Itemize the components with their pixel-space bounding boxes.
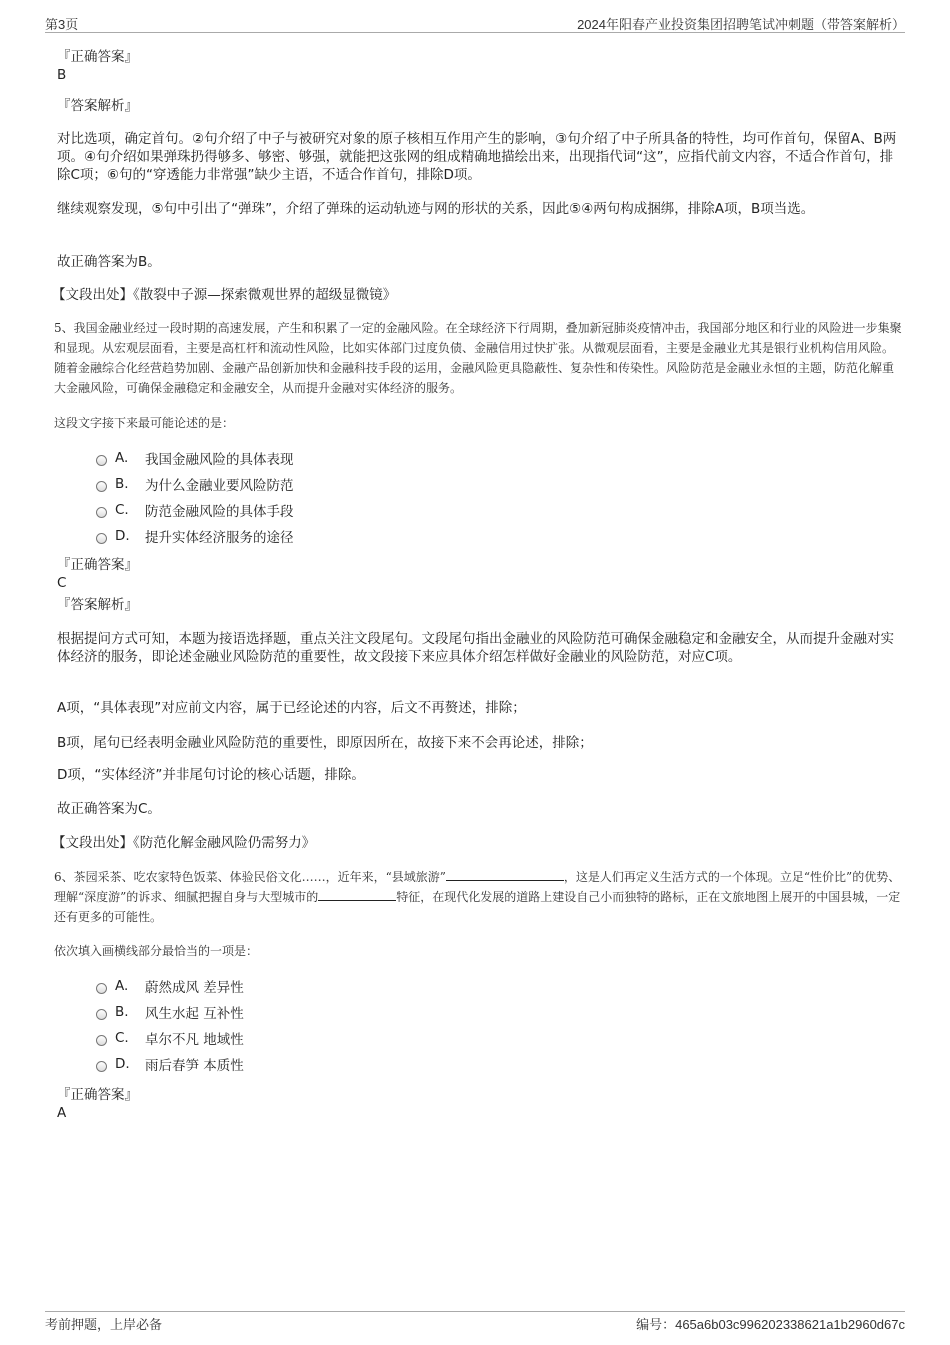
analysis-paragraph: 继续观察发现，⑤句中引出了“弹珠”，介绍了弹珠的运动轨迹与网的形状的关系，因此⑤④两句构成捆绑，排除A项，B项当选。: [57, 201, 815, 217]
question-stem: 5、我国金融业经过一段时期的高速发展，产生和积累了一定的金融风险。在全球经济下行周期，叠加新冠肺炎疫情冲击，我国部分地区和行业的风险进一步集聚和显现。从宏观层面看，主要是高杠杆和流动性风险，比如实体部门过度负债、金融信用过快扩张。从微观层面看，主要是金融业尤其是银行业机构信用风险。随着金融综合化经营趋势加剧、金融产品创新加快和金融科技手段的运用，金融风险更具隐蔽性、复杂性和传染性。风险防范是金融业永恒的主题，防范化解重大金融风险，可确保金融稳定和金融安全，从而提升金融对实体经济的服务。: [54, 321, 902, 395]
question-stem: 6、茶园采茶、吃农家特色饭菜、体验民俗文化……，近年来，“县域旅游” ，这是人们再定义生活方式的一个体现。立足“性价比”的优势、理解“深度游”的诉求、细腻把握自身与大型城市的 特征，在现代化发展的道路上建设自己小而独特的路标，正在文旅地图上展开的中国县城，一定还有更多的可能性。: [54, 870, 901, 924]
source-citation: 【文段出处】《防范化解金融风险仍需努力》: [52, 835, 316, 851]
radio-icon[interactable]: [96, 481, 107, 492]
question-prompt: 这段文字接下来最可能论述的是：: [54, 416, 235, 430]
correct-answer: A: [57, 1105, 67, 1121]
radio-icon[interactable]: [96, 1009, 107, 1020]
header-divider: [45, 32, 905, 33]
correct-answer: B: [57, 67, 67, 83]
radio-icon[interactable]: [96, 533, 107, 544]
radio-icon[interactable]: [96, 983, 107, 994]
analysis-label: 『答案解析』: [57, 597, 138, 613]
fill-blank-1: [446, 868, 564, 881]
radio-icon[interactable]: [96, 1061, 107, 1072]
footer-slogan: 考前押题，上岸必备: [45, 1317, 163, 1332]
analysis-conclusion: 故正确答案为B。: [57, 254, 161, 270]
fill-blank-2: [318, 888, 396, 901]
correct-answer-label: 『正确答案』: [57, 557, 138, 573]
option-c[interactable]: C. 卓尔不凡 地域性: [96, 1028, 244, 1048]
option-b[interactable]: B. 为什么金融业要风险防范: [96, 474, 294, 494]
correct-answer: C: [57, 575, 67, 591]
source-citation: 【文段出处】《散裂中子源—探索微观世界的超级显微镜》: [52, 287, 397, 303]
page-number: 第3页: [45, 17, 79, 32]
analysis-paragraph: D项，“实体经济”并非尾句讨论的核心话题，排除。: [57, 767, 365, 783]
analysis-paragraph: A项，“具体表现”对应前文内容，属于已经论述的内容，后文不再赘述，排除；: [57, 700, 526, 716]
correct-answer-label: 『正确答案』: [57, 1087, 138, 1103]
analysis-label: 『答案解析』: [57, 98, 138, 114]
analysis-conclusion: 故正确答案为C。: [57, 801, 161, 817]
radio-icon[interactable]: [96, 1035, 107, 1046]
radio-icon[interactable]: [96, 507, 107, 518]
radio-icon[interactable]: [96, 455, 107, 466]
option-d[interactable]: D. 雨后春笋 本质性: [96, 1054, 244, 1074]
question-prompt: 依次填入画横线部分最恰当的一项是：: [54, 944, 259, 958]
option-b[interactable]: B. 风生水起 互补性: [96, 1002, 244, 1022]
option-c[interactable]: C. 防范金融风险的具体手段: [96, 500, 294, 520]
analysis-paragraph: 根据提问方式可知，本题为接语选择题，重点关注文段尾句。文段尾句指出金融业的风险防范可确保金融稳定和金融安全，从而提升金融对实体经济的服务，即论述金融业风险防范的重要性，故文段接下来应具体介绍怎样做好金融业的风险防范，对应C项。: [57, 631, 894, 665]
option-d[interactable]: D. 提升实体经济服务的途径: [96, 526, 294, 546]
correct-answer-label: 『正确答案』: [57, 49, 138, 65]
document-id: 编号：465a6b03c996202338621a1b2960d67c: [636, 1317, 905, 1332]
analysis-paragraph: 对比选项，确定首句。②句介绍了中子与被研究对象的原子核相互作用产生的影响，③句介绍了中子所具备的特性，均可作首句，保留A、B两项。④句介绍如果弹珠扔得够多、够密、够强，就能把这张网的组成精确地描绘出来，出现指代词“这”，应指代前文内容，不适合作首句，排除C项；⑥句的“穿透能力非常强”缺少主语，不适合作首句，排除D项。: [57, 131, 897, 183]
document-title: 2024年阳春产业投资集团招聘笔试冲刺题（带答案解析）: [577, 17, 905, 32]
footer-divider: [45, 1311, 905, 1312]
analysis-paragraph: B项，尾句已经表明金融业风险防范的重要性，即原因所在，故接下来不会再论述，排除；: [57, 735, 593, 751]
option-a[interactable]: A. 我国金融风险的具体表现: [96, 448, 294, 468]
option-a[interactable]: A. 蔚然成风 差异性: [96, 976, 244, 996]
